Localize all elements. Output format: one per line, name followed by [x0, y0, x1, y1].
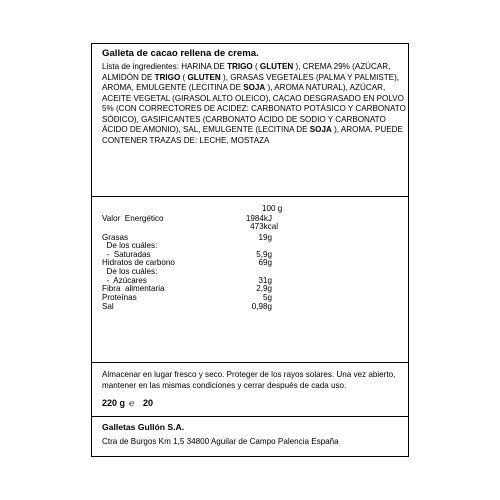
- nutrient-label: De los cuáles:: [102, 267, 158, 276]
- allergen-text: SOJA: [309, 125, 332, 134]
- estimate-mark: ℮: [129, 398, 135, 408]
- nutrient-value: 5,9g: [256, 250, 272, 259]
- net-weight: [102, 398, 153, 408]
- allergen-text: GLUTEN: [259, 62, 294, 71]
- ingredient-text: ), AROMA NATURAL), AZÚCAR, ACEITE VEGETAL (GIRASOL ALTO OLEICO), CACAO DESGRASADO EN POLVO 5% (CON CORRECTORES DE ACIDEZ: CARBONATO POTÁSICO Y CARBONATO SÓDICO), GASIFICANTES (CARBONATO ÁCIDO DE SODIO Y CARBONATO ÁCIDO DE AMONIO), SAL, EMULGENTE (LECITINA DE: [102, 83, 406, 134]
- ingredient-text: ), GRASAS VEGETALES (PALMA Y PALMISTE), AROMA, EMULGENTE (LECITINA DE: [102, 72, 400, 92]
- allergen-text: TRIGO: [227, 62, 253, 71]
- nutrient-label: Valor Energético: [102, 214, 164, 223]
- company-address: Ctra de Burgos Km 1,5 34800 Aguilar de Campo Palencia España: [102, 437, 339, 446]
- storage-instructions: Almacenar en lugar fresco y seco. Proteger de los rayos solares. Una vez abierto, mantener en las mismas condiciones y cerrar después de cada uso.: [102, 370, 396, 390]
- nutrient-value: 69g: [258, 258, 272, 267]
- ingredient-text: (: [180, 72, 188, 82]
- product-label: [91, 43, 409, 457]
- nutrient-value: 0,98g: [251, 302, 272, 311]
- divider: [92, 362, 408, 363]
- nutrient-value: 19g: [258, 233, 272, 242]
- nutrient-value: 473kcal: [250, 222, 278, 231]
- nutrient-label: Grasas: [102, 233, 129, 242]
- allergen-text: GLUTEN: [187, 72, 221, 82]
- nutrient-label: - Azúcares: [102, 276, 147, 285]
- ingredient-text: ), CREMA 29% (AZÚCAR, ALMIDÓN DE: [102, 62, 391, 82]
- nutrient-value: 2,9g: [256, 284, 272, 293]
- divider: [92, 196, 408, 197]
- ingredients-list: [102, 62, 407, 146]
- nutrient-label: De los cuáles:: [102, 241, 158, 250]
- ingredient-text: (: [252, 62, 260, 71]
- allergen-text: SOJA: [243, 83, 266, 92]
- nutrition-row: [102, 222, 402, 232]
- company-name: Galletas Gullón S.A.: [102, 422, 185, 432]
- allergen-text: TRIGO: [154, 72, 181, 82]
- divider: [92, 416, 408, 417]
- nutrient-label: - Saturadas: [102, 250, 151, 259]
- nutrient-value: 31g: [258, 276, 272, 285]
- nutrient-label: Proteínas: [102, 293, 137, 302]
- ingredient-text: ), AROMA. PUEDE CONTENER TRAZAS DE: LECHE, MOSTAZA: [102, 125, 403, 145]
- ingredient-text: Lista de ingredientes: HARINA DE: [102, 62, 228, 71]
- nutrient-label: Sal: [102, 302, 114, 311]
- nutrient-label: Hidratos de carbono: [102, 258, 175, 267]
- nutrient-value: 5g: [262, 293, 272, 302]
- product-title: Galleta de cacao rellena de crema.: [102, 48, 259, 59]
- net-weight-value: 220 g: [102, 398, 126, 408]
- nutrition-header: 100 g: [262, 204, 283, 213]
- nutrient-value: 1984kJ: [245, 214, 272, 223]
- nutrient-label: Fibra alimentaria: [102, 284, 165, 293]
- nutrition-row: [102, 302, 402, 312]
- portions-count: 20: [142, 398, 153, 408]
